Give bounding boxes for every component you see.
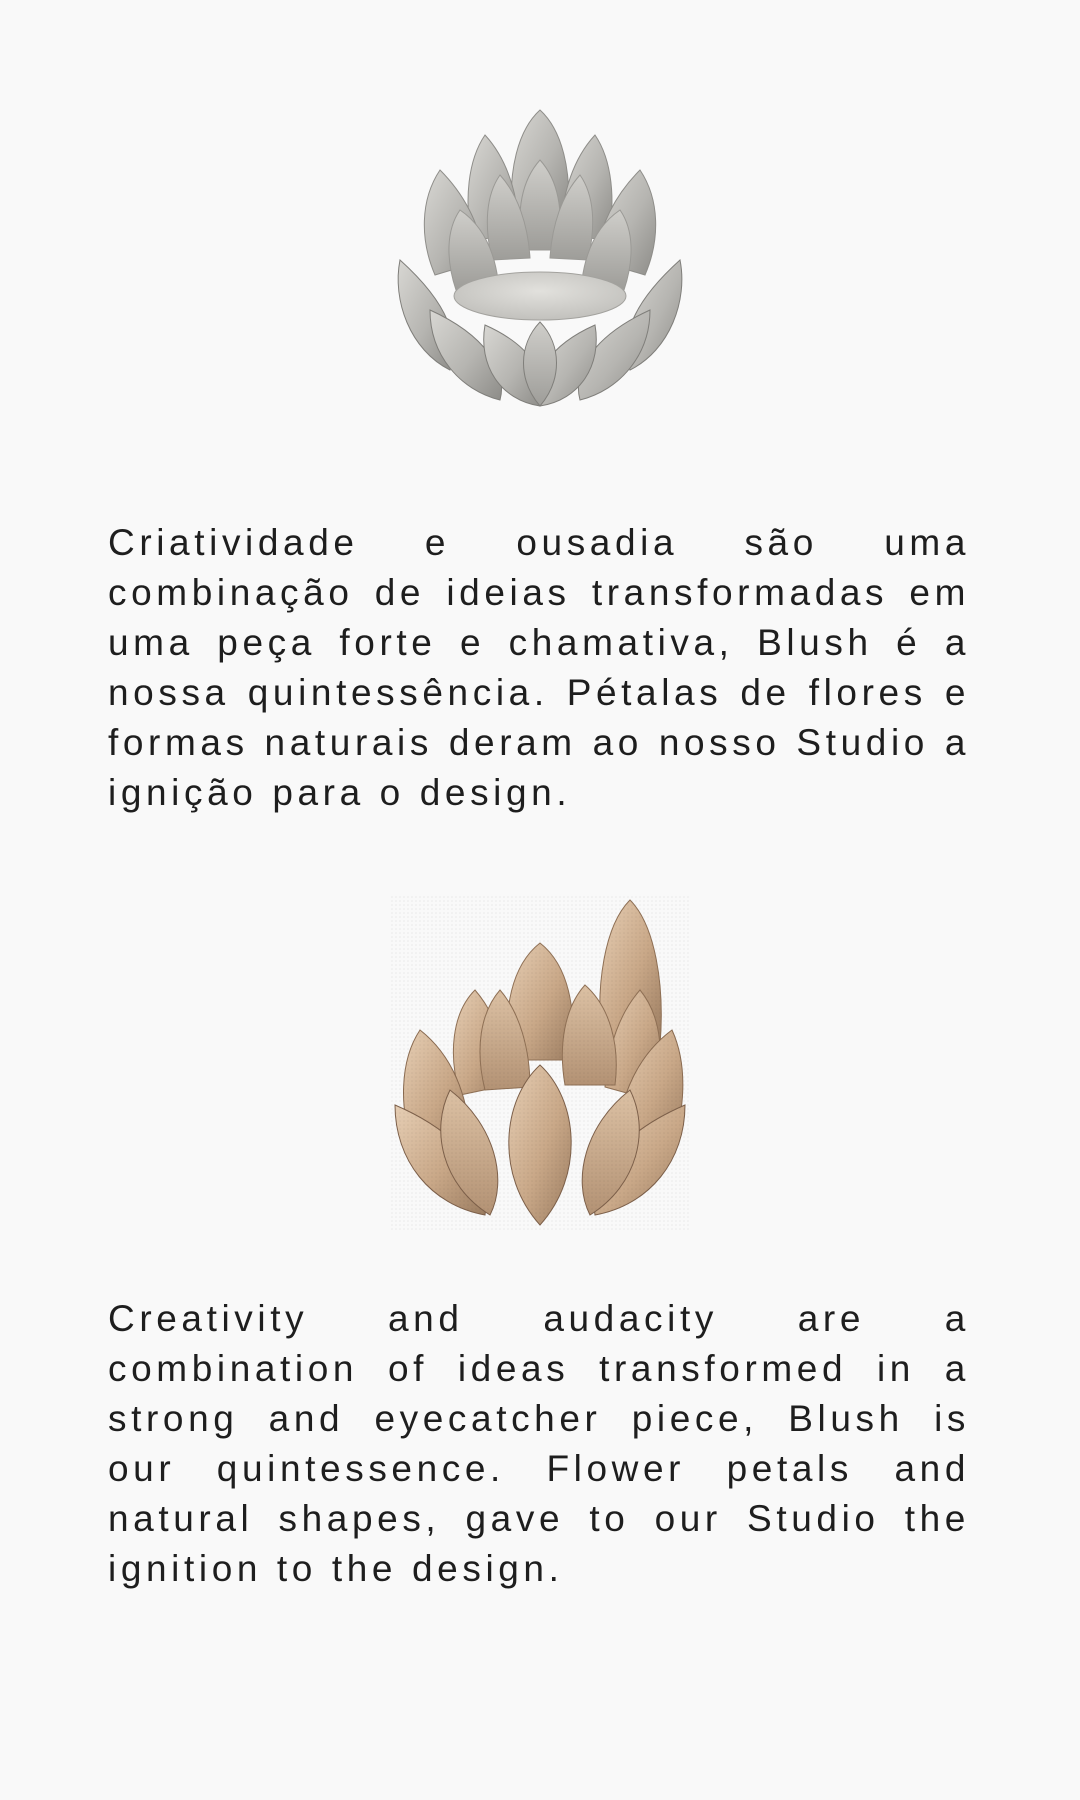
- product-description-pt: Criatividade e ousadia são uma combinação de ideias transformadas em uma peça forte e chamativa, Blush é a nossa quintessência. Pétalas de flores e formas naturais deram ao nosso Studio a ignição para o design.: [108, 522, 970, 813]
- product-image-grey: [0, 100, 1080, 410]
- product-description-en: Creativity and audacity are a combination of ideas transformed in a strong and eyecatcher piece, Blush is our quintessence. Flower petals and natural shapes, gave to our Studio the ignition to the design.: [108, 1298, 970, 1589]
- blush-armchair-grey-icon: [390, 100, 690, 410]
- blush-armchair-tan-icon: [390, 895, 690, 1230]
- product-image-tan: [0, 895, 1080, 1230]
